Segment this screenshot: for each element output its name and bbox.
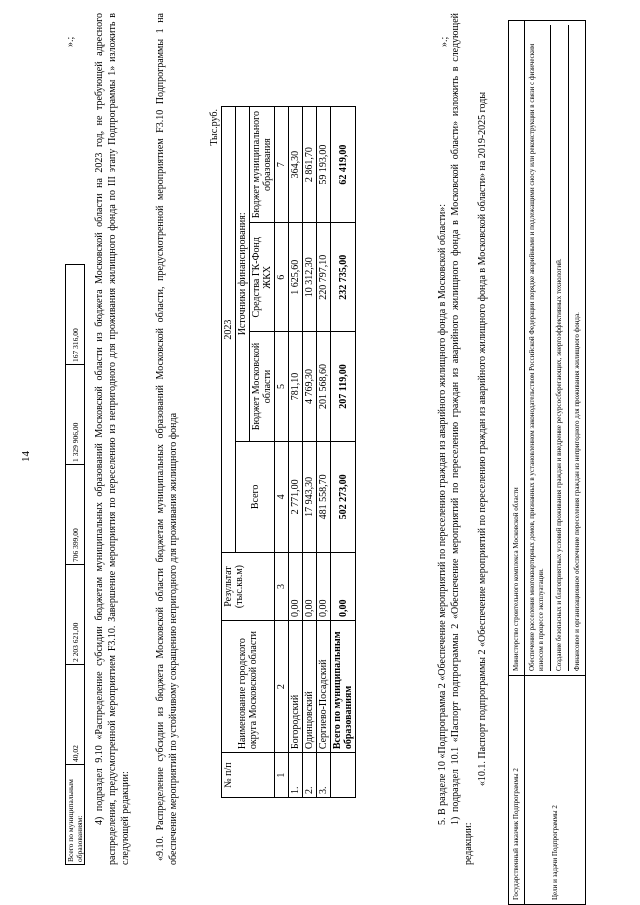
table-cell: 0,00 [289,553,303,621]
table-cell [525,21,586,676]
paragraph-section-5: 5. В разделе 10 «Подпрограмма 2 «Обеспечение мероприятий по переселению граждан из аварийного жилищного фонда в Московской области»: [437,203,448,825]
table-header: Всего [236,441,275,553]
table-row [222,107,236,798]
table-cell: 0,00 [331,553,356,621]
table-header: 2023 [222,107,236,553]
table-cell: 3. [317,753,331,798]
table-cell: 481 558,70 [317,441,331,553]
table-header: Источники финансирования: [236,107,250,442]
table-cell: 1. [289,753,303,798]
table-cell: 17 943,30 [303,441,317,553]
table-row [303,107,317,798]
table-cell: 207 119,00 [331,332,356,441]
table-header: Результат (тыс.кв.м) [222,553,275,621]
table-cell [331,753,356,798]
table-cell: 2. [303,753,317,798]
table-cell: Цели и задачи Подпрограммы 2 [525,676,586,905]
table-row [331,107,356,798]
paragraph-9-10: «9.10. Распределение субсидии из бюджета Московской области бюджетам муниципальных образований Московской области, предусмотренной мероприятием F3.10 Подпрограммы 1 на обеспечение мероприятий по устойчивому сокращению непригодного для проживания жилищного фонда [155,13,179,865]
table-cell: 1 [275,753,289,798]
table-header: Средства ГК-Фонд ЖКХ [250,223,275,332]
table-row [66,265,85,865]
table-cell: 6 [275,223,289,332]
table-cell: 40,02 [66,665,85,765]
quote-end: ».; [65,36,76,47]
table-cell: 5 [275,332,289,441]
paragraph-item-4: 4) подраздел 9.10 «Распределение субсидии бюджетам муниципальных образований Московской области из бюджета Московской области на 2023 год, не требующей адресного распределения, предусмотренной мероприятием F3.10. Завершение мероприятия по переселению из непригодного для проживания жилищного фонда по III этапу Подпрограммы 1» изложить в следующей редакции: [94,13,131,865]
table-cell: 232 735,00 [331,223,356,332]
table-header: Бюджет Московской области [250,332,275,441]
passport-heading: «10.1. Паспорт подпрограммы 2 «Обеспечение мероприятий по переселению граждан из аварийного жилищного фонда в Московской области» на 2019-2025 годы [477,91,488,787]
table-header: Наименование городского округа Московской области [222,620,275,752]
table-cell: 706 399,00 [66,465,85,565]
table-row [317,107,331,798]
quote-end: ».; [439,36,450,47]
table-cell: 4 769,30 [303,332,317,441]
table-cell: Богородский [289,620,303,752]
table-cell: 167 316,00 [66,265,85,365]
goal-text: Финансовое и организационное обеспечение переселения граждан из непригодного для проживания жилищного фонда. [568,25,582,671]
table-cell: 220 797,10 [317,223,331,332]
table-row [289,107,303,798]
table-cell: 59 193,00 [317,107,331,223]
subsidy-table [221,106,356,798]
table-cell: Министерство строительного комплекса Московской области [509,21,525,676]
table-cell: Одинцовский [303,620,317,752]
table-header: № п/п [222,753,275,798]
goal-text: Обеспечение расселения многоквартирных домов, признанных в установленном законодательством Российской Федерации порядке аварийными и подлежащими сносу или реконструкции в связи с физическим износом в процессе эксплуатации. [528,43,545,671]
table-cell: 0,00 [303,553,317,621]
table-row [275,107,289,798]
table-cell: Всего по муниципальным образованиям: [66,765,85,865]
table-cell: 1 625,60 [289,223,303,332]
table-cell: 781,10 [289,332,303,441]
goal-text: Создание безопасных и благоприятных условий проживания граждан и внедрение ресурсосберегающих, энергоэффективных технологий. [550,25,564,671]
table-cell: Всего по муниципальным образованиям [331,620,356,752]
table-cell: 364,30 [289,107,303,223]
page-number: 14 [20,451,32,462]
units-label: Тыс.руб. [209,109,220,146]
table-cell: 7 [275,107,289,223]
passport-table [508,20,586,905]
table-cell: 4 [275,441,289,553]
table-row [525,21,586,905]
table-cell: 10 312,30 [303,223,317,332]
table-cell: 0,00 [317,553,331,621]
table-cell: 502 273,00 [331,441,356,553]
table-cell: 2 771,00 [289,441,303,553]
table-cell: 2 203 621,00 [66,565,85,665]
table-cell: 201 568,60 [317,332,331,441]
table-row [509,21,525,905]
summary-total-table [65,264,85,865]
table-cell: 2 [275,620,289,752]
table-cell: 1 329 906,00 [66,365,85,465]
table-cell: Государственный заказчик Подпрограммы 2 [509,676,525,905]
table-header: Бюджет муниципального образования [250,107,275,223]
table-cell: 62 419,00 [331,107,356,223]
table-cell: 2 861,70 [303,107,317,223]
table-cell: Сергиево-Посадский [317,620,331,752]
table-cell: 3 [275,553,289,621]
paragraph-1: 1) подраздел 10.1 «Паспорт подпрограммы 2 «Обеспечение мероприятий по переселению граждан из аварийного жилищного фонда в Московской области» изложить в следующей редакции: [450,13,474,865]
